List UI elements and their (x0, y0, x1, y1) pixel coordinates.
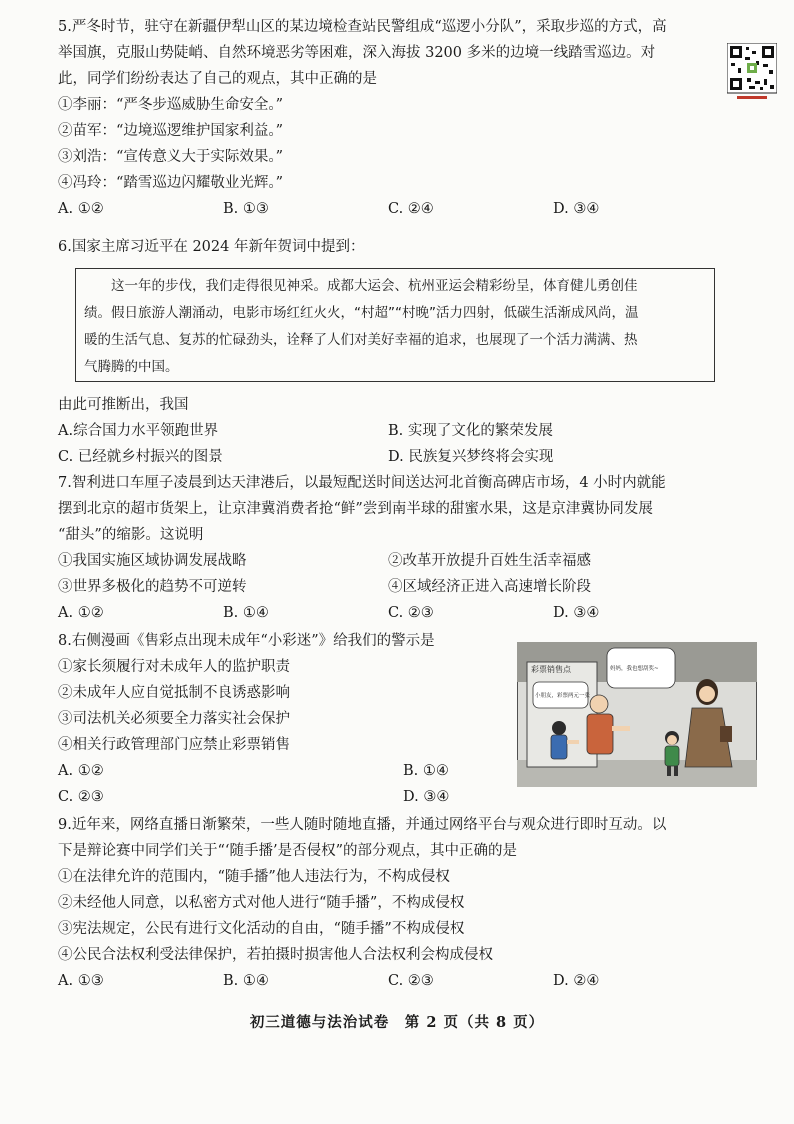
q7-item: ①我国实施区域协调发展战略 (58, 553, 247, 569)
q8-item: ④相关行政管理部门应禁止彩票销售 (58, 737, 290, 753)
q5-options (58, 196, 724, 222)
q6-after: 由此可推断出，我国 (58, 397, 189, 413)
q6-option-b[interactable]: B. 实现了文化的繁荣发展 (388, 423, 553, 439)
q6-options-row (58, 418, 724, 444)
q5-option-c[interactable]: C. ②④ (388, 201, 434, 217)
q6-quote-line: 这一年的步伐，我们走得很见神采。成都大运会、杭州亚运会精彩纷呈，体育健儿勇创佳 (111, 278, 638, 294)
q9-item: ②未经他人同意，以私密方式对他人进行“随手播”，不构成侵权 (58, 895, 465, 911)
cartoon-seller-speech: 小朋友，彩票两元一张 (535, 693, 591, 699)
q6-option-c[interactable]: C. 已经就乡村振兴的图景 (58, 449, 223, 465)
q8-option-c[interactable]: C. ②③ (58, 789, 104, 805)
q6-quote-line: 绩。假日旅游人潮涌动，电影市场红红火火，“村超”“村晚”活力四射，低碳生活渐成风尚，温 (84, 305, 639, 321)
q5-item: ①李丽：“严冬步巡威胁生命安全。” (58, 97, 284, 113)
q5-item: ③刘浩：“宣传意义大于实际效果。” (58, 149, 284, 165)
q7-option-c[interactable]: C. ②③ (388, 605, 434, 621)
q8-option-b[interactable]: B. ①④ (403, 763, 449, 779)
cartoon-shop-sign: 彩票销售点 (531, 665, 571, 674)
q9-item: ④公民合法权利受法律保护，若拍摄时损害他人合法权利会构成侵权 (58, 947, 493, 963)
q5-item: ④冯玲：“踏雪巡边闪耀敬业光辉。” (58, 175, 284, 191)
q7-option-b[interactable]: B. ①④ (223, 605, 269, 621)
q8-item: ②未成年人应自觉抵制不良诱惑影响 (58, 685, 290, 701)
q7-stem-line: 摆到北京的超市货架上，让京津冀消费者抢“鲜”尝到南半球的甜蜜水果，这是京津冀协同发展 (58, 501, 653, 517)
q6-stem: 6.国家主席习近平在 2024 年新年贺词中提到： (58, 239, 365, 255)
q8-stem: 8.右侧漫画《售彩点出现未成年“小彩迷”》给我们的警示是 (58, 633, 435, 649)
q7-items-row (58, 548, 724, 574)
q9-item: ①在法律允许的范围内，“随手播”他人违法行为，不构成侵权 (58, 869, 450, 885)
q7-stem-line: 7.智利进口车厘子凌晨到达天津港后，以最短配送时间送达河北首衡高碑店市场，4 小时内就能 (58, 475, 666, 491)
q9-option-a[interactable]: A. ①③ (58, 973, 104, 989)
q7-item: ②改革开放提升百姓生活幸福感 (388, 553, 591, 569)
question-7 (58, 470, 724, 626)
cartoon-illustration (517, 642, 757, 787)
q8-options-row (58, 784, 724, 810)
q5-option-a[interactable]: A. ①② (58, 201, 104, 217)
q6-options-row (58, 444, 724, 470)
qr-code-icon (727, 43, 777, 101)
q7-item: ③世界多极化的趋势不可逆转 (58, 579, 247, 595)
question-6-options (58, 392, 724, 470)
q6-quote-line: 气腾腾的中国。 (84, 359, 179, 375)
q6-option-a[interactable]: A.综合国力水平领跑世界 (58, 423, 219, 439)
q9-option-b[interactable]: B. ①④ (223, 973, 269, 989)
q9-option-c[interactable]: C. ②③ (388, 973, 434, 989)
q9-options (58, 968, 724, 994)
q7-option-a[interactable]: A. ①② (58, 605, 104, 621)
q6-option-d[interactable]: D. 民族复兴梦终将会实现 (388, 449, 554, 465)
q6-quote-line: 暖的生活气息、复苏的忙碌劲头，诠释了人们对美好幸福的追求，也展现了一个活力满满、热 (84, 332, 638, 348)
question-9 (58, 812, 724, 994)
q9-option-d[interactable]: D. ②④ (553, 973, 600, 989)
q5-stem-line: 举国旗，克服山势陡峭、自然环境恶劣等困难，深入海拔 3200 多米的边境一线踏雪巡边。对 (58, 45, 656, 61)
q8-item: ③司法机关必须要全力落实社会保护 (58, 711, 290, 727)
q7-option-d[interactable]: D. ③④ (553, 605, 600, 621)
q9-item: ③宪法规定，公民有进行文化活动的自由，“随手播”不构成侵权 (58, 921, 465, 937)
q7-stem-line: “甜头”的缩影。这说明 (58, 527, 204, 543)
q9-stem-line: 下是辩论赛中同学们关于“‘随手播’是否侵权”的部分观点，其中正确的是 (58, 843, 518, 859)
q5-item: ②苗军：“边境巡逻维护国家利益。” (58, 123, 284, 139)
q9-stem-line: 9.近年来，网络直播日渐繁荣，一些人随时随地直播，并通过网络平台与观众进行即时互动。以 (58, 817, 667, 833)
q5-stem-line: 5.严冬时节，驻守在新疆伊犁山区的某边境检查站民警组成“巡逻小分队”，采取步巡的方式，高 (58, 19, 667, 35)
question-5 (58, 14, 724, 222)
q5-stem-line: 此，同学们纷纷表达了自己的观点，其中正确的是 (58, 71, 377, 87)
q5-option-b[interactable]: B. ①③ (223, 201, 269, 217)
q8-item: ①家长须履行对未成年人的监护职责 (58, 659, 290, 675)
q7-item: ④区域经济正进入高速增长阶段 (388, 579, 591, 595)
question-6 (58, 234, 724, 260)
q8-option-a[interactable]: A. ①② (58, 763, 104, 779)
page-footer: 初三道德与法治试卷 第 2 页（共 8 页） (249, 1014, 545, 1031)
q7-options (58, 600, 724, 626)
q5-option-d[interactable]: D. ③④ (553, 201, 600, 217)
q6-quote-box (75, 268, 715, 382)
q7-items-row (58, 574, 724, 600)
cartoon-kid-speech: 妈妈，我也想刮奖~ (610, 666, 659, 672)
q8-option-d[interactable]: D. ③④ (403, 789, 450, 805)
